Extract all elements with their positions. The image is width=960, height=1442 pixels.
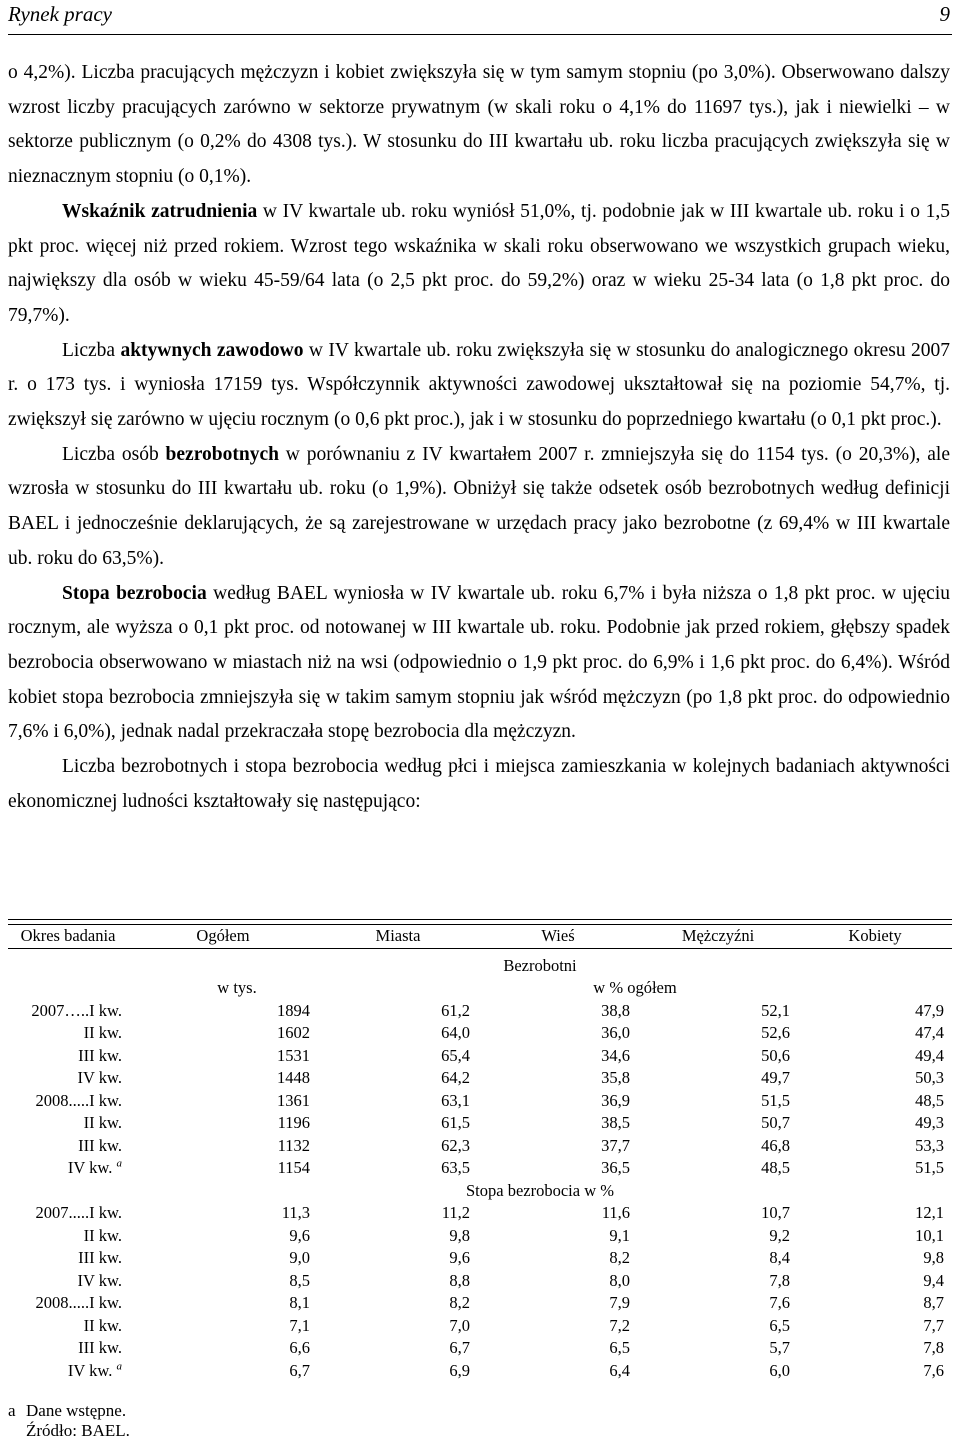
table-cell: 6,5: [769, 1315, 790, 1335]
table-cell: 11,2: [441, 1203, 470, 1222]
table-cell: 51,5: [761, 1090, 790, 1110]
table-cell: 1361: [277, 1090, 310, 1110]
table-cell: 10,7: [761, 1203, 790, 1222]
table-row: [8, 1112, 952, 1135]
period-label: IV kw.: [77, 1068, 122, 1087]
period-label: 2007…..I kw.: [31, 1000, 122, 1020]
paragraph: o 4,2%). Liczba pracujących mężczyzn i kobiet zwiększyła się w tym samym stopniu (po 3,0%). Obserwowano dalszy wzrost liczby pracujących zarówno w sektorze prywatnym (w skali roku o 4,1% do 11697 tys.), jak i niewielki – w sektorze publicznym (o 0,2% do 4308 tys.). W stosunku do III kwartału ub. roku liczba pracujących zwiększyła się w nieznacznym stopniu (o 0,1%).: [8, 62, 950, 188]
table-row: [8, 1157, 952, 1180]
footnote-mark: a: [8, 1401, 16, 1420]
table-cell: 46,8: [761, 1135, 790, 1155]
table-cell: 64,0: [441, 1023, 470, 1042]
table-row: [8, 1270, 952, 1293]
table-cell: 6,5: [609, 1338, 630, 1357]
table-row: [8, 1315, 952, 1338]
table-cell: 8,0: [609, 1270, 630, 1290]
unit-left: w tys.: [217, 978, 257, 997]
table-row: [8, 1090, 952, 1113]
column-header: Okres badania: [8, 925, 128, 949]
table-cell: 50,6: [761, 1045, 790, 1065]
column-header: Mężczyźni: [638, 925, 798, 949]
table-cell: 34,6: [601, 1045, 630, 1065]
period-label: III kw.: [78, 1248, 122, 1267]
table-cell: 1531: [277, 1045, 310, 1065]
table-cell: 7,6: [769, 1293, 790, 1312]
table-cell: 7,8: [923, 1338, 944, 1357]
table-cell: 65,4: [441, 1045, 470, 1065]
table-cell: 7,1: [289, 1315, 310, 1335]
table-cell: 7,0: [449, 1315, 470, 1335]
period-label: III kw.: [78, 1045, 122, 1065]
period-label: III kw.: [78, 1135, 122, 1155]
table-row: [8, 1337, 952, 1360]
table-cell: 38,8: [601, 1000, 630, 1020]
unit-right: w % ogółem: [593, 978, 677, 997]
table-cell: 1154: [277, 1158, 310, 1177]
period-label: II kw.: [83, 1023, 122, 1042]
table-cell: 62,3: [441, 1135, 470, 1155]
table-cell: 9,4: [923, 1270, 944, 1290]
table-cell: 48,5: [761, 1158, 790, 1177]
table-cell: 6,4: [609, 1360, 630, 1380]
table-row: [8, 1022, 952, 1045]
table-row: [8, 1000, 952, 1023]
table-cell: 1894: [277, 1000, 310, 1020]
table-cell: 8,4: [769, 1248, 790, 1267]
paragraph: Liczba bezrobotnych i stopa bezrobocia według płci i miejsca zamieszkania w kolejnych badaniach aktywności ekonomicznej ludności kształtowały się następująco:: [8, 756, 950, 812]
table-row: [8, 1225, 952, 1248]
table-cell: 8,2: [609, 1248, 630, 1267]
table-body: [8, 948, 952, 1382]
table-cell: 47,9: [915, 1000, 944, 1020]
table-cell: 63,5: [441, 1158, 470, 1177]
bold-term: Wskaźnik zatrudnienia: [62, 200, 258, 222]
table-cell: 1196: [277, 1113, 310, 1132]
table-cell: 6,9: [449, 1360, 470, 1380]
footnote-ref: a: [116, 1360, 122, 1372]
table-cell: 8,2: [449, 1293, 470, 1312]
table-cell: 36,5: [601, 1158, 630, 1177]
table-cell: 9,8: [449, 1225, 470, 1245]
table-cell: 7,9: [609, 1293, 630, 1312]
table-cell: 12,1: [915, 1203, 944, 1222]
table-cell: 7,6: [923, 1360, 944, 1380]
section-title: Bezrobotni: [503, 955, 577, 975]
table-cell: 1132: [277, 1135, 310, 1155]
table-cell: 7,2: [609, 1315, 630, 1335]
table-cell: 52,6: [761, 1023, 790, 1042]
table-cell: 51,5: [915, 1158, 944, 1177]
table-cell: 8,5: [289, 1270, 310, 1290]
paragraph: Stopa bezrobocia według BAEL wyniosła w IV kwartale ub. roku 6,7% i była niższa o 1,8 pkt proc. w ujęciu rocznym, ale wyższa o 0,1 pkt proc. od notowanej w III kwartale ub. roku. Podobnie jak przed rokiem, głębszy spadek bezrobocia obserwowano w miastach niż na wsi (odpowiednio o 1,9 pkt proc. do 6,9% i 1,6 pkt proc. do 6,4%). Wśród kobiet stopa bezrobocia zmniejszyła się w takim samym stopniu jak wśród mężczyzn (po 1,8 pkt proc. do odpowiednio 7,6% i 6,0%), jednak nadal przekraczała stopę bezrobocia dla mężczyzn.: [8, 582, 951, 743]
column-header: Wieś: [478, 925, 638, 949]
table-cell: 8,8: [449, 1270, 470, 1290]
column-header: Kobiety: [798, 925, 952, 949]
table-row: [8, 1135, 952, 1158]
table-cell: 47,4: [915, 1023, 944, 1042]
period-label: II kw.: [83, 1315, 122, 1335]
table-cell: 6,7: [449, 1338, 470, 1357]
table-cell: 53,3: [915, 1135, 944, 1155]
table-cell: 38,5: [601, 1113, 630, 1132]
table-cell: 36,9: [601, 1090, 630, 1110]
unemployment-table: [8, 919, 952, 1382]
page-header: [8, 0, 952, 35]
footnote-text: Dane wstępne.: [26, 1401, 127, 1420]
table-cell: 7,8: [769, 1270, 790, 1290]
bold-term: Stopa bezrobocia: [62, 582, 207, 604]
table-cell: 10,1: [915, 1225, 944, 1245]
footnote: [8, 1401, 130, 1421]
period-label: II kw.: [83, 1113, 122, 1132]
period-label: 2007.....I kw.: [35, 1203, 122, 1222]
section-title: Stopa bezrobocia w %: [466, 1180, 614, 1200]
table-cell: 6,6: [289, 1338, 310, 1357]
paragraph: Liczba osób bezrobotnych w porównaniu z IV kwartałem 2007 r. zmniejszyła się do 1154 tys. (o 20,3%), ale wzrosła w stosunku do III kwartału ub. roku (o 1,9%). Obniżył się także odsetek osób bezrobotnych według definicji BAEL i jednocześnie deklarujących, że są zarejestrowane w urzędach pracy jako bezrobotne (z 69,4% w III kwartale ub. roku do 63,5%).: [8, 443, 950, 569]
table-cell: 36,0: [601, 1023, 630, 1042]
section-title-row: [8, 1180, 952, 1203]
period-label: 2008.....I kw.: [35, 1090, 122, 1110]
column-header: Miasta: [318, 925, 478, 949]
period-label: 2008.....I kw.: [35, 1293, 122, 1312]
bold-term: bezrobotnych: [165, 443, 279, 465]
bold-term: aktywnych zawodowo: [120, 339, 304, 361]
table-cell: 9,8: [923, 1248, 944, 1267]
table-cell: 52,1: [761, 1000, 790, 1020]
table-cell: 9,6: [289, 1225, 310, 1245]
table-cell: 61,2: [441, 1000, 470, 1020]
table-cell: 49,7: [761, 1068, 790, 1087]
footnote-ref: a: [116, 1157, 122, 1170]
table-cell: 64,2: [441, 1068, 470, 1087]
table-row: [8, 1292, 952, 1315]
period-label: III kw.: [78, 1338, 122, 1357]
table-cell: 48,5: [915, 1090, 944, 1110]
table-cell: 9,0: [289, 1248, 310, 1267]
table-cell: 49,3: [915, 1113, 944, 1132]
page-number: 9: [939, 2, 950, 26]
period-label: IV kw.: [77, 1270, 122, 1290]
period-label: IV kw. $^a$: [67, 1360, 122, 1380]
table-row: [8, 1067, 952, 1090]
period-label: IV kw. $^a$: [67, 1157, 122, 1177]
paragraph: Liczba aktywnych zawodowo w IV kwartale ub. roku zwiększyła się w stosunku do analogicznego okresu 2007 r. o 173 tys. i wyniosła 17159 tys. Współczynnik aktywności zawodowej ukształtował się na poziomie 54,7%, tj. zwiększył się zarówno w ujęciu rocznym (o 0,6 pkt proc.), jak i w stosunku do poprzedniego kwartału (o 0,1 pkt proc.).: [8, 339, 950, 431]
column-header: Ogółem: [128, 925, 318, 949]
table-cell: 49,4: [915, 1045, 944, 1065]
table-cell: 1448: [277, 1068, 310, 1087]
table-cell: 50,3: [915, 1068, 944, 1087]
footnotes: [8, 1401, 130, 1441]
table-cell: 50,7: [761, 1113, 790, 1132]
table-cell: 35,8: [601, 1068, 630, 1087]
table-cell: 61,5: [441, 1113, 470, 1132]
table-cell: 9,6: [449, 1248, 470, 1267]
table-cell: 1602: [277, 1023, 310, 1042]
table-cell: 6,7: [289, 1360, 310, 1380]
table-cell: 63,1: [441, 1090, 470, 1110]
table-row: [8, 1247, 952, 1270]
table-cell: 9,2: [769, 1225, 790, 1245]
table-cell: 8,7: [923, 1293, 944, 1312]
running-title: Rynek pracy: [8, 2, 112, 26]
table-row: [8, 1045, 952, 1068]
body-text: [8, 56, 950, 819]
table-row: [8, 1360, 952, 1383]
table-cell: 8,1: [289, 1293, 310, 1312]
period-label: II kw.: [83, 1225, 122, 1245]
table-cell: 5,7: [769, 1338, 790, 1357]
table-cell: 9,1: [609, 1225, 630, 1245]
table-header-row: [8, 925, 952, 949]
section-title-row: [8, 948, 952, 977]
source-note: Źródło: BAEL.: [26, 1421, 130, 1440]
table-cell: 11,6: [601, 1203, 630, 1222]
table-cell: 11,3: [281, 1203, 310, 1222]
table-cell: 37,7: [601, 1135, 630, 1155]
paragraph: Wskaźnik zatrudnienia w IV kwartale ub. roku wyniósł 51,0%, tj. podobnie jak w III kwartale ub. roku i o 1,5 pkt proc. więcej niż przed rokiem. Wzrost tego wskaźnika w skali roku obserwowano we wszystkich grupach wieku, największy dla osób w wieku 45-59/64 lata (o 2,5 pkt proc. do 59,2%) oraz w wieku 25-34 lata (o 1,8 pkt proc. do 79,7%).: [8, 200, 950, 326]
unit-row: [8, 977, 952, 1000]
table-cell: 6,0: [769, 1360, 790, 1380]
table-row: [8, 1202, 952, 1225]
table-cell: 7,7: [923, 1315, 944, 1335]
